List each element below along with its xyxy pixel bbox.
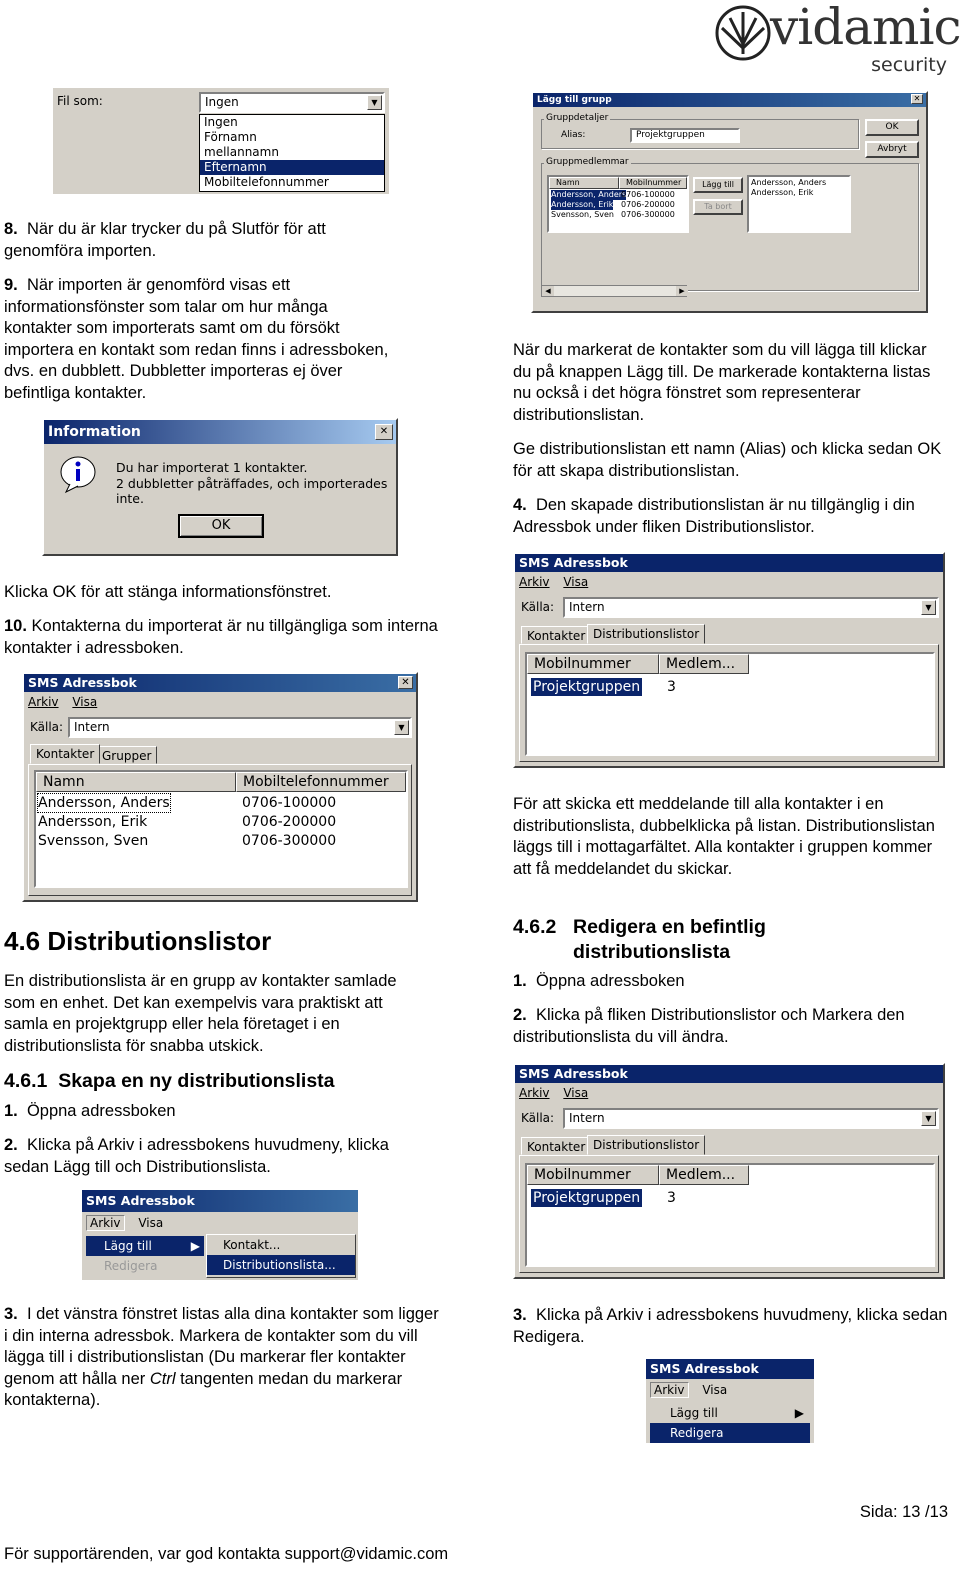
section-heading-4-6-1: 4.6.1 Skapa en ny distributionslista [4, 1070, 335, 1092]
logo-tagline: security [871, 54, 947, 76]
source-label: Källa: [521, 600, 555, 614]
create-step-1: 1. Öppna adressboken [4, 1102, 176, 1120]
edit-step-1: 1. Öppna adressboken [513, 972, 685, 990]
menu-item-lagg-till[interactable]: Lägg till ▶ [650, 1403, 810, 1423]
col-name[interactable]: Namn [36, 772, 236, 792]
vidamic-logo [708, 0, 960, 82]
step-4-text: 4. Den skapade distributionslistan är nu tillgänglig i din Adressbok under fliken Distributionslistor. [513, 496, 915, 536]
option-mellannamn[interactable]: mellannamn [204, 145, 279, 159]
tab-distributionslistor[interactable]: Distributionslistor [587, 1135, 705, 1155]
right-para-1: När du markerat de kontakter som du vill lägga till klickar du på knappen Lägg till. De markerade kontakterna listas nu också i det högra fönstret som representerar distributionslistan. [513, 341, 931, 424]
horizontal-scrollbar[interactable] [541, 285, 687, 297]
section-heading-4-6: 4.6 Distributionslistor [4, 926, 272, 956]
file-as-select[interactable]: Ingen ▼ [199, 92, 385, 113]
scroll-right-icon[interactable]: ▶ [676, 286, 688, 296]
table-row[interactable]: Svensson, Sven [38, 833, 149, 849]
table-row[interactable]: Andersson, Erik [551, 200, 614, 209]
menu-item-redigera[interactable]: Redigera [650, 1423, 810, 1443]
table-row-mobile: 0706-300000 [242, 833, 337, 849]
menu-arkiv[interactable]: Arkiv [650, 1382, 689, 1398]
file-as-dropdown-figure [53, 88, 389, 194]
menu-item-redigera[interactable]: Redigera [104, 1259, 158, 1273]
address-book-contacts-window [22, 672, 418, 902]
option-fornamn[interactable]: Förnamn [204, 130, 257, 144]
submenu-arrow-icon: ▶ [794, 1406, 804, 1420]
contacts-table[interactable] [34, 770, 408, 888]
file-as-options [199, 114, 385, 192]
menu-visa[interactable]: Visa [563, 1086, 589, 1100]
address-book-distribution-window [513, 552, 945, 768]
create-step-3: 3. I det vänstra fönstret listas alla dina kontakter som ligger i din interna adressbok. Markera de kontakter som du vill lägga till i distributionslistan (Du markerar fler kontakter genom att hålla ner Ctrl tangenten medan du markerar kontakterna). [4, 1305, 439, 1410]
page-number: Sida: 13 /13 [859, 1503, 948, 1521]
submenu-arrow-icon: ▶ [190, 1239, 200, 1253]
submenu-item-kontakt[interactable]: Kontakt... [223, 1238, 281, 1252]
chevron-down-icon[interactable]: ▼ [367, 95, 382, 110]
send-message-text: För att skicka ett meddelande till alla kontakter i en distributionslista, dubbelklicka på listan. Distributionslistan läggs till i mottagarfältet. Alla kontakter i gruppen kommer att få meddelandet du skickar. [513, 795, 935, 878]
option-efternamn[interactable]: Efternamn [200, 160, 384, 175]
edit-step-3: 3. Klicka på Arkiv i adressbokens huvudmeny, klicka sedan Redigera. [513, 1306, 948, 1346]
col-members[interactable]: Medlem... [659, 654, 749, 674]
tab-grupper[interactable]: Grupper [96, 746, 157, 764]
chevron-down-icon[interactable]: ▼ [921, 1111, 936, 1126]
col-members[interactable]: Medlem... [659, 1165, 749, 1185]
table-row-mobile: 0706-200000 [242, 814, 337, 830]
logo-emblem-icon [708, 4, 778, 62]
tab-kontakter[interactable]: Kontakter [521, 626, 591, 644]
edit-step-2: 2. Klicka på fliken Distributionslistor och Markera den distributionslista du vill ändra. [513, 1006, 905, 1046]
col-mobile[interactable]: Mobilnummer [527, 654, 659, 674]
window-titlebar: SMS Adressbok [515, 1065, 943, 1083]
tab-kontakter[interactable]: Kontakter [30, 744, 100, 764]
menu-bar [82, 1212, 358, 1234]
window-titlebar: SMS Adressbok [82, 1190, 358, 1212]
table-row[interactable]: Svensson, Sven [551, 210, 614, 219]
ok-button[interactable]: OK [865, 119, 919, 136]
menu-bar [24, 692, 416, 712]
menu-item-lagg-till[interactable]: Lägg till ▶ [86, 1236, 204, 1256]
source-label: Källa: [521, 1111, 555, 1125]
create-step-2: 2. Klicka på Arkiv i adressbokens huvudmeny, klicka sedan Lägg till och Distributionslista. [4, 1136, 389, 1176]
window-titlebar: SMS Adressbok [646, 1359, 814, 1379]
menu-arkiv[interactable]: Arkiv [519, 575, 550, 589]
source-select[interactable]: Intern ▼ [563, 1108, 939, 1129]
close-icon[interactable]: ✕ [911, 94, 923, 104]
distribution-table[interactable] [525, 1163, 935, 1267]
table-row[interactable]: Andersson, Anders [551, 190, 627, 199]
col-mobile[interactable]: Mobiltelefonnummer [236, 772, 406, 792]
table-row-count: 3 [667, 679, 676, 695]
info-message-line-1: Du har importerat 1 kontakter. [116, 460, 308, 475]
info-icon [58, 454, 98, 494]
ok-button[interactable]: OK [178, 514, 264, 538]
info-message-line-2: 2 dubbletter påträffades, och importerades inte. [116, 476, 388, 506]
contacts-list[interactable] [547, 175, 689, 233]
arkiv-menu-figure [82, 1190, 358, 1280]
dialog-titlebar: Information ✕ [44, 420, 396, 444]
scroll-left-icon[interactable]: ◀ [542, 286, 554, 296]
submenu-item-distributionslista[interactable]: Distributionslista... [207, 1255, 355, 1275]
tab-kontakter[interactable]: Kontakter [521, 1137, 591, 1155]
menu-visa[interactable]: Visa [702, 1383, 728, 1397]
menu-arkiv[interactable]: Arkiv [86, 1215, 125, 1231]
menu-bar [515, 572, 943, 592]
distribution-members-list[interactable]: Andersson, Anders Andersson, Erik [747, 175, 851, 233]
menu-arkiv[interactable]: Arkiv [28, 695, 59, 709]
step-9-text: 9. När importen är genomförd visas ett informationsfönster som talar om hur många kontakter som importerats samt om du försökt importera en kontakt som redan finns i adressboken, dvs. en dubblett. Dubbletter importeras ej över befintliga kontakter. [4, 276, 389, 402]
table-row-mobile: 0706-300000 [621, 210, 675, 219]
add-member-button[interactable]: Lägg till [693, 177, 743, 193]
col-mobile[interactable]: Mobilnummer [527, 1165, 659, 1185]
dialog-titlebar: Lägg till grupp ✕ [533, 93, 926, 107]
alias-label: Alias: [561, 130, 586, 140]
table-row-mobile: 0706-100000 [621, 190, 675, 199]
redigera-menu-figure [646, 1359, 814, 1443]
table-row[interactable]: Andersson, Anders [38, 795, 170, 811]
col-name[interactable]: Namn [549, 177, 619, 189]
alias-input[interactable]: Projektgruppen [630, 128, 740, 143]
distribution-table[interactable] [525, 652, 935, 756]
table-row[interactable]: Projektgruppen [533, 1190, 641, 1206]
table-row[interactable]: Andersson, Erik [38, 814, 148, 830]
logo-wordmark: vidamic [770, 0, 960, 56]
table-row-mobile: 0706-200000 [621, 200, 675, 209]
menu-visa[interactable]: Visa [563, 575, 589, 589]
window-titlebar: SMS Adressbok ✕ [24, 674, 416, 692]
submenu [206, 1234, 356, 1278]
support-footer: För supportärenden, var god kontakta support@vidamic.com [4, 1545, 449, 1563]
remove-member-button[interactable]: Ta bort [693, 199, 743, 215]
chevron-down-icon[interactable]: ▼ [394, 720, 409, 735]
add-group-dialog: Lägg till grupp ✕ Gruppdetaljer Alias: Projektgruppen OK Avbryt Gruppmedlemmar Namn Mobilnummer Andersson, Anders 0706-100000 Andersson, Erik 0706-200000 Svensson, Sven 0706-300000 Lägg till Ta bort Andersson, Anders Andersson, Erik ◀ ▶ [531, 91, 928, 313]
source-select[interactable]: Intern ▼ [563, 597, 939, 618]
step-10-text: 10. Kontakterna du importerat är nu tillgängliga som interna kontakter i adressboken. [4, 617, 438, 657]
table-row-count: 3 [667, 1190, 676, 1206]
right-para-2: Ge distributionslistan ett namn (Alias) och klicka sedan OK för att skapa distributionslistan. [513, 440, 942, 480]
close-icon[interactable]: ✕ [375, 424, 393, 440]
close-info-text: Klicka OK för att stänga informationsfönstret. [4, 583, 332, 601]
close-icon[interactable]: ✕ [398, 676, 413, 689]
menu-arkiv[interactable]: Arkiv [519, 1086, 550, 1100]
option-ingen[interactable]: Ingen [204, 115, 238, 129]
menu-bar [515, 1083, 943, 1103]
source-select[interactable]: Intern ▼ [68, 717, 412, 738]
section-4-6-text: En distributionslista är en grupp av kontakter samlade som en enhet. Det kan exempelvis vara praktiskt att samla en projektgrupp eller hela företaget i en distributionslista för snabba utskick. [4, 972, 397, 1055]
option-mobiltelefonnummer[interactable]: Mobiltelefonnummer [204, 175, 329, 189]
table-row-mobile: 0706-100000 [242, 795, 337, 811]
information-dialog [42, 418, 398, 556]
step-8-text: 8. När du är klar trycker du på Slutför för att genomföra importen. [4, 220, 326, 260]
menu-visa[interactable]: Visa [138, 1216, 164, 1230]
menu-visa[interactable]: Visa [72, 695, 98, 709]
table-row[interactable]: Projektgruppen [533, 679, 641, 695]
col-mobile[interactable]: Mobilnummer [619, 177, 687, 189]
source-label: Källa: [30, 720, 64, 734]
menu-bar [646, 1379, 814, 1401]
address-book-distribution-window-2 [513, 1063, 945, 1279]
chevron-down-icon[interactable]: ▼ [921, 600, 936, 615]
file-as-label: Fil som: [57, 94, 103, 108]
window-titlebar: SMS Adressbok [515, 554, 943, 572]
tab-distributionslistor[interactable]: Distributionslistor [587, 624, 705, 644]
cancel-button[interactable]: Avbryt [865, 141, 919, 158]
